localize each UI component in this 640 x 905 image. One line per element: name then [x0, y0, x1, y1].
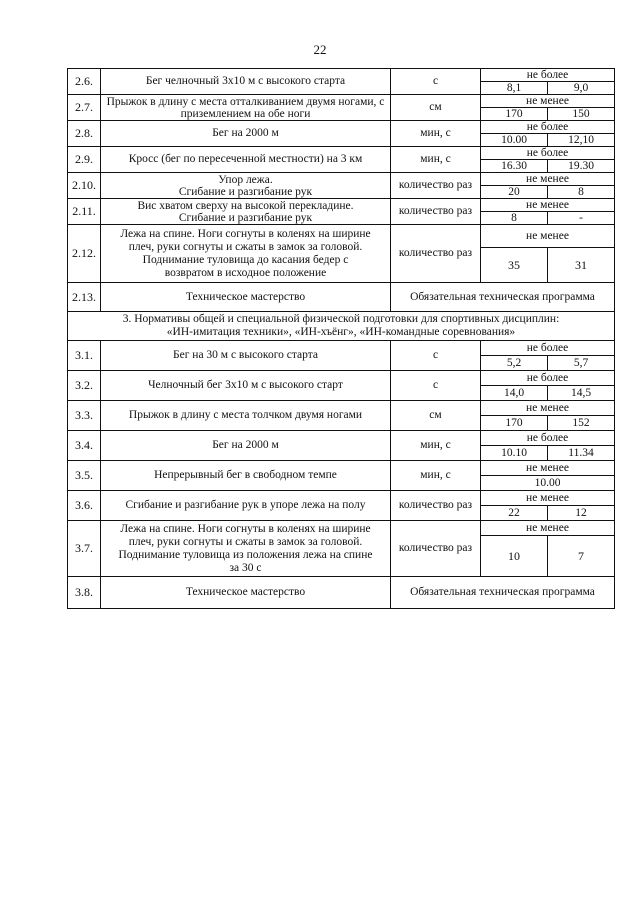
value-col1: 10 — [481, 536, 548, 577]
exercise-name: Челночный бег 3х10 м с высокого старт — [101, 371, 391, 401]
value-col2: - — [548, 212, 615, 225]
value-col1: 170 — [481, 416, 548, 431]
value-col2: 12,10 — [548, 134, 615, 147]
condition: не более — [481, 69, 615, 82]
table-row — [68, 371, 615, 386]
condition: не менее — [481, 95, 615, 108]
unit: количество раз — [391, 199, 481, 225]
value-col1: 8,1 — [481, 82, 548, 95]
value-col1: 10.10 — [481, 446, 548, 461]
row-number: 3.1. — [68, 341, 101, 371]
table-row — [68, 431, 615, 446]
value-col1: 16.30 — [481, 160, 548, 173]
exercise-name: Бег челночный 3х10 м с высокого старта — [101, 69, 391, 95]
value-col1: 170 — [481, 108, 548, 121]
exercise-line: Лежа на спине. Ноги согнуты в коленях на ширине — [120, 227, 371, 240]
table-row — [68, 461, 615, 476]
program-cell: Обязательная техническая программа — [391, 283, 615, 312]
row-number: 2.8. — [68, 121, 101, 147]
table-row — [68, 147, 615, 160]
value-col2: 9,0 — [548, 82, 615, 95]
value-col1: 8 — [481, 212, 548, 225]
value-col2: 5,7 — [548, 356, 615, 371]
unit: количество раз — [391, 173, 481, 199]
value-col1: 10.00 — [481, 134, 548, 147]
unit: см — [391, 401, 481, 431]
condition: не менее — [481, 401, 615, 416]
exercise-name: Прыжок в длину с места отталкиванием двумя ногами, с приземлением на обе ноги — [101, 95, 391, 121]
table-row — [68, 577, 615, 609]
unit: количество раз — [391, 521, 481, 577]
unit: с — [391, 371, 481, 401]
section-title-line: «ИН-имитация техники», «ИН-хъёнг», «ИН-командные соревнования» — [166, 326, 516, 338]
table-row — [68, 69, 615, 82]
row-number: 2.10. — [68, 173, 101, 199]
row-number: 3.8. — [68, 577, 101, 609]
exercise-line: плеч, руки согнуты и сжаты в замок за головой. — [128, 535, 363, 548]
exercise-line: плеч, руки согнуты и сжаты в замок за головой. — [128, 240, 363, 253]
unit: с — [391, 69, 481, 95]
exercise-name: Техническое мастерство — [101, 283, 391, 312]
unit: мин, с — [391, 147, 481, 173]
table-row — [68, 173, 615, 186]
row-number: 3.5. — [68, 461, 101, 491]
row-number: 3.4. — [68, 431, 101, 461]
row-number: 2.7. — [68, 95, 101, 121]
exercise-line: Упор лежа. — [218, 173, 273, 186]
table-row — [68, 225, 615, 248]
condition: не более — [481, 431, 615, 446]
standards-table — [67, 68, 615, 609]
unit: количество раз — [391, 491, 481, 521]
value-col1: 5,2 — [481, 356, 548, 371]
value-col2: 11.34 — [548, 446, 615, 461]
exercise-name: Кросс (бег по пересеченной местности) на 3 км — [101, 147, 391, 173]
row-number: 2.12. — [68, 225, 101, 283]
value-col2: 14,5 — [548, 386, 615, 401]
value-col1: 20 — [481, 186, 548, 199]
table-row — [68, 283, 615, 312]
value-col2: 31 — [548, 248, 615, 283]
value-col1: 35 — [481, 248, 548, 283]
exercise-line: Сгибание и разгибание рук — [178, 185, 313, 198]
exercise-line: Сгибание и разгибание рук — [178, 211, 313, 224]
table-row — [68, 521, 615, 536]
row-number: 3.7. — [68, 521, 101, 577]
row-number: 3.2. — [68, 371, 101, 401]
exercise-name — [101, 521, 391, 577]
value-col2: 8 — [548, 186, 615, 199]
exercise-line: за 30 с — [229, 561, 262, 574]
condition: не более — [481, 147, 615, 160]
unit: см — [391, 95, 481, 121]
table-row — [68, 121, 615, 134]
unit: мин, с — [391, 431, 481, 461]
table-row — [68, 341, 615, 356]
section-header-row — [68, 312, 615, 341]
section-title — [68, 312, 615, 341]
value-col2: 7 — [548, 536, 615, 577]
row-number: 2.9. — [68, 147, 101, 173]
condition: не менее — [481, 173, 615, 186]
condition: не более — [481, 121, 615, 134]
unit: количество раз — [391, 225, 481, 283]
exercise-name — [101, 225, 391, 283]
row-number: 2.11. — [68, 199, 101, 225]
exercise-name: Бег на 2000 м — [101, 121, 391, 147]
exercise-line: Вис хватом сверху на высокой перекладине. — [137, 199, 354, 212]
row-number: 3.6. — [68, 491, 101, 521]
exercise-name: Сгибание и разгибание рук в упоре лежа на полу — [101, 491, 391, 521]
value-col2: 19.30 — [548, 160, 615, 173]
table-row — [68, 199, 615, 212]
value-col1: 22 — [481, 506, 548, 521]
value-single: 10.00 — [481, 476, 615, 491]
exercise-name — [101, 173, 391, 199]
condition: не менее — [481, 199, 615, 212]
exercise-name: Прыжок в длину с места толчком двумя ногами — [101, 401, 391, 431]
exercise-line: Поднимание туловища из положения лежа на спине — [118, 548, 373, 561]
table-row — [68, 95, 615, 108]
table-row — [68, 401, 615, 416]
exercise-name: Бег на 2000 м — [101, 431, 391, 461]
exercise-name: Техническое мастерство — [101, 577, 391, 609]
row-number: 2.6. — [68, 69, 101, 95]
section-title-line: 3. Нормативы общей и специальной физической подготовки для спортивных дисциплин: — [122, 313, 560, 325]
row-number: 3.3. — [68, 401, 101, 431]
exercise-name: Бег на 30 м с высокого старта — [101, 341, 391, 371]
exercise-name — [101, 199, 391, 225]
condition: не менее — [481, 225, 615, 248]
condition: не более — [481, 371, 615, 386]
condition: не менее — [481, 491, 615, 506]
table-row — [68, 491, 615, 506]
page-number: 22 — [313, 42, 327, 57]
unit: с — [391, 341, 481, 371]
unit: мин, с — [391, 121, 481, 147]
value-col2: 152 — [548, 416, 615, 431]
program-cell: Обязательная техническая программа — [391, 577, 615, 609]
condition: не менее — [481, 461, 615, 476]
condition: не менее — [481, 521, 615, 536]
condition: не более — [481, 341, 615, 356]
exercise-line: возвратом в исходное положение — [164, 266, 327, 279]
value-col2: 150 — [548, 108, 615, 121]
unit: мин, с — [391, 461, 481, 491]
value-col1: 14,0 — [481, 386, 548, 401]
exercise-line: Лежа на спине. Ноги согнуты в коленях на ширине — [120, 522, 371, 535]
row-number: 2.13. — [68, 283, 101, 312]
exercise-name: Непрерывный бег в свободном темпе — [101, 461, 391, 491]
exercise-line: Поднимание туловища до касания бедер с — [142, 253, 349, 266]
value-col2: 12 — [548, 506, 615, 521]
